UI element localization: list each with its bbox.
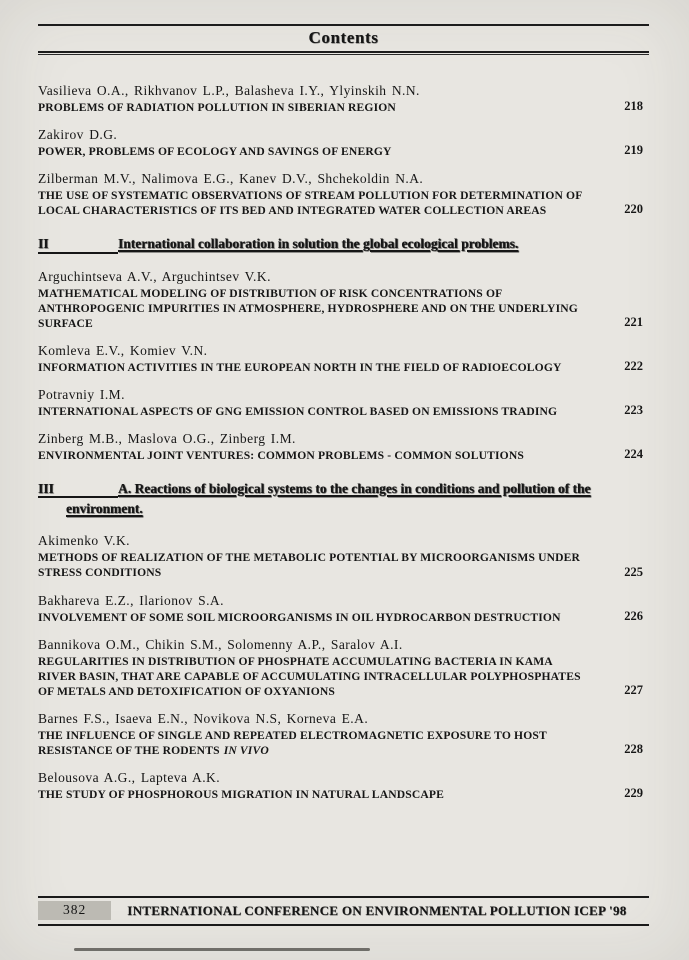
page-header	[38, 24, 649, 55]
footer-page-number: 382	[38, 901, 111, 920]
entry-text	[38, 387, 616, 419]
entry-authors: Arguchintseva A.V., Arguchintsev V.K.	[38, 268, 271, 284]
entry-title	[38, 360, 583, 375]
section-heading	[38, 234, 649, 254]
entry-title-text: POWER, PROBLEMS OF ECOLOGY AND SAVINGS OF ENERGY	[38, 145, 392, 159]
entry-page-number: 225	[624, 564, 643, 579]
toc-entry	[38, 127, 649, 159]
header-bottom-rule	[38, 51, 649, 55]
entry-title	[38, 550, 583, 580]
entry-text	[38, 533, 616, 580]
toc-entry	[38, 593, 649, 625]
entry-text	[38, 431, 616, 463]
entry-title-text: INTERNATIONAL ASPECTS OF GNG EMISSION CONTROL BASED ON EMISSIONS TRADING	[38, 404, 558, 418]
entry-authors: Belousova A.G., Lapteva A.K.	[38, 769, 221, 785]
entry-text	[38, 83, 616, 115]
entry-title	[38, 610, 583, 625]
entry-authors: Komleva E.V., Komiev V.N.	[38, 342, 208, 358]
entry-text	[38, 171, 616, 218]
entry-text	[38, 593, 616, 625]
footer-bottom-rule	[38, 924, 649, 926]
entry-text	[38, 637, 616, 699]
entry-text	[38, 711, 616, 758]
table-of-contents	[38, 83, 649, 802]
entry-page-number: 218	[624, 99, 643, 114]
entry-title-text: THE STUDY OF PHOSPHOROUS MIGRATION IN NATURAL LANDSCAPE	[38, 787, 445, 801]
toc-entry	[38, 533, 649, 580]
section-title: A. Reactions of biological systems to the changes in conditions and pollution of the environment.	[66, 480, 591, 517]
toc-entry	[38, 770, 649, 802]
entry-page-number: 229	[624, 785, 643, 800]
toc-entry	[38, 637, 649, 699]
entry-page-number: 222	[624, 358, 643, 373]
entry-title-text: PROBLEMS OF RADIATION POLLUTION IN SIBERIAN REGION	[38, 101, 396, 114]
entry-title-text: METHODS OF REALIZATION OF THE METABOLIC POTENTIAL BY MICROORGANISMS UNDER STRESS CONDITIONS	[38, 551, 581, 580]
entry-page-number: 226	[624, 608, 643, 623]
entry-authors: Vasilieva O.A., Rikhvanov L.P., Balasheva I.Y., Ylyinskih N.N.	[38, 83, 420, 98]
page-footer	[38, 896, 649, 926]
contents-title: Contents	[308, 28, 379, 47]
toc-entry	[38, 387, 649, 419]
entry-authors: Potravniy I.M.	[38, 386, 125, 402]
entry-text	[38, 770, 616, 802]
entry-title-text: MATHEMATICAL MODELING OF DISTRIBUTION OF RISK CONCENTRATIONS OF ANTHROPOGENIC IMPURITIES IN ATMOSPHERE, HYDROSPHERE AND ON THE UNDERLYING SURFACE	[38, 286, 578, 330]
entry-page-number: 227	[624, 682, 643, 697]
toc-entry	[38, 171, 649, 218]
footer-conference-title: INTERNATIONAL CONFERENCE ON ENVIRONMENTAL POLLUTION ICEP '98	[127, 902, 627, 918]
entry-title	[38, 144, 583, 159]
scan-artifact-line	[74, 948, 370, 951]
entry-title	[38, 448, 583, 463]
entry-page-number: 220	[624, 202, 643, 217]
section-numeral: III	[38, 481, 118, 499]
entry-authors: Zinberg M.B., Maslova O.G., Zinberg I.M.	[38, 430, 296, 446]
entry-title-text: THE USE OF SYSTEMATIC OBSERVATIONS OF STREAM POLLUTION FOR DETERMINATION OF LOCAL CHARACTERISTICS OF ITS BED AND INTEGRATED WATER COLLECTION AREAS	[38, 189, 583, 218]
section-heading	[38, 479, 649, 520]
toc-entry	[38, 431, 649, 463]
entry-title	[38, 404, 583, 419]
entry-title-italic: IN VIVO	[223, 743, 269, 757]
entry-title-text: INFORMATION ACTIVITIES IN THE EUROPEAN NORTH IN THE FIELD OF RADIOECOLOGY	[38, 360, 562, 374]
entry-authors: Zilberman M.V., Nalimova E.G., Kanev D.V., Shchekoldin N.A.	[38, 171, 424, 187]
toc-entry	[38, 711, 649, 758]
entry-title	[38, 188, 583, 218]
entry-page-number: 221	[624, 314, 643, 329]
toc-entry	[38, 269, 649, 331]
entry-page-number: 219	[624, 143, 643, 158]
entry-page-number: 224	[624, 446, 643, 461]
entry-title	[38, 787, 583, 802]
entry-title-text: INVOLVEMENT OF SOME SOIL MICROORGANISMS IN OIL HYDROCARBON DESTRUCTION	[38, 610, 561, 624]
entry-authors: Akimenko V.K.	[38, 533, 130, 549]
entry-page-number: 223	[624, 402, 643, 417]
entry-authors: Bannikova O.M., Chikin S.M., Solomenny A.P., Saralov A.I.	[38, 636, 403, 652]
footer-row	[38, 898, 649, 924]
entry-title	[38, 286, 583, 331]
entry-title-text: ENVIRONMENTAL JOINT VENTURES: COMMON PROBLEMS - COMMON SOLUTIONS	[38, 448, 524, 462]
section-numeral: II	[38, 236, 118, 254]
entry-text	[38, 269, 616, 331]
toc-entry	[38, 343, 649, 375]
toc-entry	[38, 83, 649, 115]
entry-text	[38, 127, 616, 159]
entry-title	[38, 100, 583, 115]
section-title: International collaboration in solution the global ecological problems.	[118, 236, 519, 252]
entry-authors: Zakirov D.G.	[38, 127, 118, 143]
entry-title-text: REGULARITIES IN DISTRIBUTION OF PHOSPHATE ACCUMULATING BACTERIA IN KAMA RIVER BASIN, THAT ARE CAPABLE OF ACCUMULATING INTRACELLULAR POLYPHOSPHATES OF METALS AND DETOXIFICATION OF OXYANIONS	[38, 654, 581, 698]
entry-title-text: THE INFLUENCE OF SINGLE AND REPEATED ELECTROMAGNETIC EXPOSURE TO HOST RESISTANCE OF THE RODENTS	[38, 728, 547, 757]
entry-title	[38, 728, 583, 758]
entry-authors: Bakhareva E.Z., Ilarionov S.A.	[38, 592, 224, 608]
entry-authors: Barnes F.S., Isaeva E.N., Novikova N.S, Korneva E.A.	[38, 710, 369, 726]
entry-page-number: 228	[624, 741, 643, 756]
entry-title	[38, 654, 583, 699]
entry-text	[38, 343, 616, 375]
